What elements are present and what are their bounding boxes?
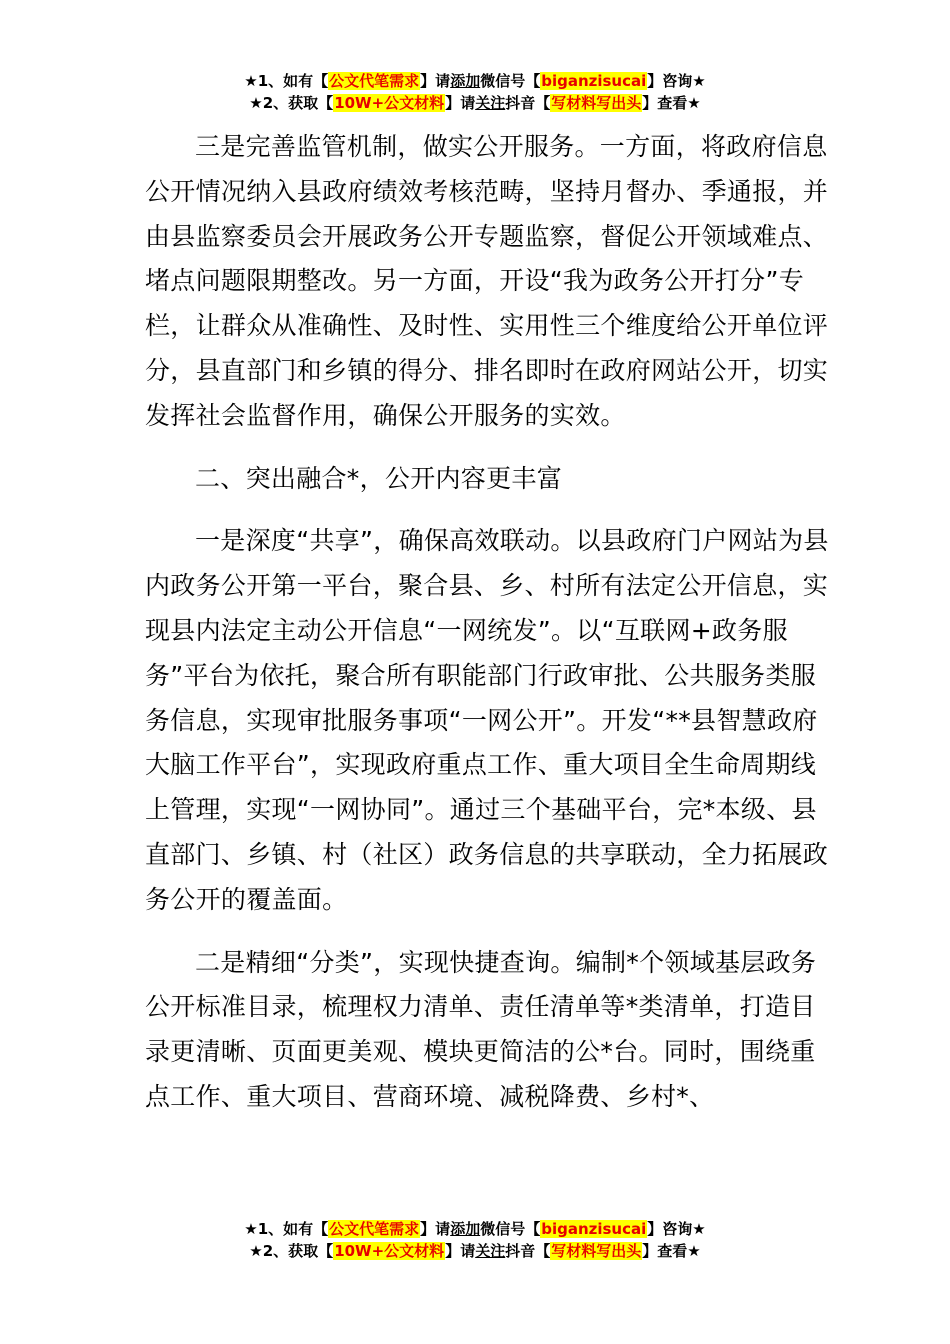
paragraph: 三是完善监管机制，做实公开服务。一方面，将政府信息公开情况纳入县政府绩效考核范畴，坚持月督办、季通报，并由县监察委员会开展政务公开专题监察，督促公开领域难点、堵点问题限期整改。另一方面，开设“我为政务公开打分”专栏，让群众从准确性、及时性、实用性三个维度给公开单位评分，县直部门和乡镇的得分、排名即时在政府网站公开，切实发挥社会监督作用，确保公开服务的实效。 — [145, 132, 829, 430]
banner-highlight: 写材料写出头 — [551, 94, 642, 112]
banner-text: 】咨询★ — [647, 1220, 706, 1238]
banner-underlined: 关注 — [475, 94, 506, 112]
footer-banner — [0, 1218, 950, 1262]
banner-line-2 — [0, 1240, 950, 1262]
banner-line-1 — [0, 70, 950, 92]
banner-line-1 — [0, 1218, 950, 1240]
banner-text: 抖音【 — [505, 1242, 551, 1260]
banner-underlined: 关注 — [475, 1242, 506, 1260]
banner-text: 抖音【 — [505, 94, 551, 112]
banner-underlined: 添加 — [450, 72, 481, 90]
header-banner — [0, 70, 950, 114]
document-body — [145, 125, 835, 1120]
banner-text: 】请 — [445, 1242, 476, 1260]
banner-underlined: 添加 — [450, 1220, 481, 1238]
banner-highlight: 公文代笔需求 — [329, 1220, 420, 1238]
banner-highlight: 公文代笔需求 — [329, 72, 420, 90]
banner-text: 】查看★ — [642, 1242, 701, 1260]
banner-text: 微信号【 — [480, 72, 541, 90]
banner-text: ★2、获取【 — [249, 94, 334, 112]
section-heading: 二、突出融合*，公开内容更丰富 — [195, 463, 563, 493]
banner-text: ★1、如有【 — [244, 1220, 329, 1238]
banner-text: 】咨询★ — [647, 72, 706, 90]
banner-highlight: biganzisucai — [541, 72, 647, 90]
banner-text: 】请 — [420, 72, 451, 90]
paragraph: 二是精细“分类”，实现快捷查询。编制*个领域基层政务公开标准目录，梳理权力清单、责任清单等*类清单，打造目录更清晰、页面更美观、模块更简洁的公*台。同时，围绕重点工作、重大项目、营商环境、减税降费、乡村*、 — [145, 947, 817, 1111]
banner-text: 微信号【 — [480, 1220, 541, 1238]
banner-text: ★1、如有【 — [244, 72, 329, 90]
banner-text: 】请 — [445, 94, 476, 112]
banner-text: 】请 — [420, 1220, 451, 1238]
banner-text: 】查看★ — [642, 94, 701, 112]
banner-line-2 — [0, 92, 950, 114]
banner-text: ★2、获取【 — [249, 1242, 334, 1260]
paragraph: 一是深度“共享”，确保高效联动。以县政府门户网站为县内政务公开第一平台，聚合县、乡、村所有法定公开信息，实现县内法定主动公开信息“一网统发”。以“互联网+政务服务”平台为依托，聚合所有职能部门行政审批、公共服务类服务信息，实现审批服务事项“一网公开”。开发“**县智慧政府大脑工作平台”，实现政府重点工作、重大项目全生命周期线上管理，实现“一网协同”。通过三个基础平台，完*本级、县直部门、乡镇、村（社区）政务信息的共享联动，全力拓展政务公开的覆盖面。 — [145, 526, 829, 914]
banner-highlight: 写材料写出头 — [551, 1242, 642, 1260]
banner-highlight: 10W+公文材料 — [334, 1242, 445, 1260]
banner-highlight: 10W+公文材料 — [334, 94, 445, 112]
banner-highlight: biganzisucai — [541, 1220, 647, 1238]
